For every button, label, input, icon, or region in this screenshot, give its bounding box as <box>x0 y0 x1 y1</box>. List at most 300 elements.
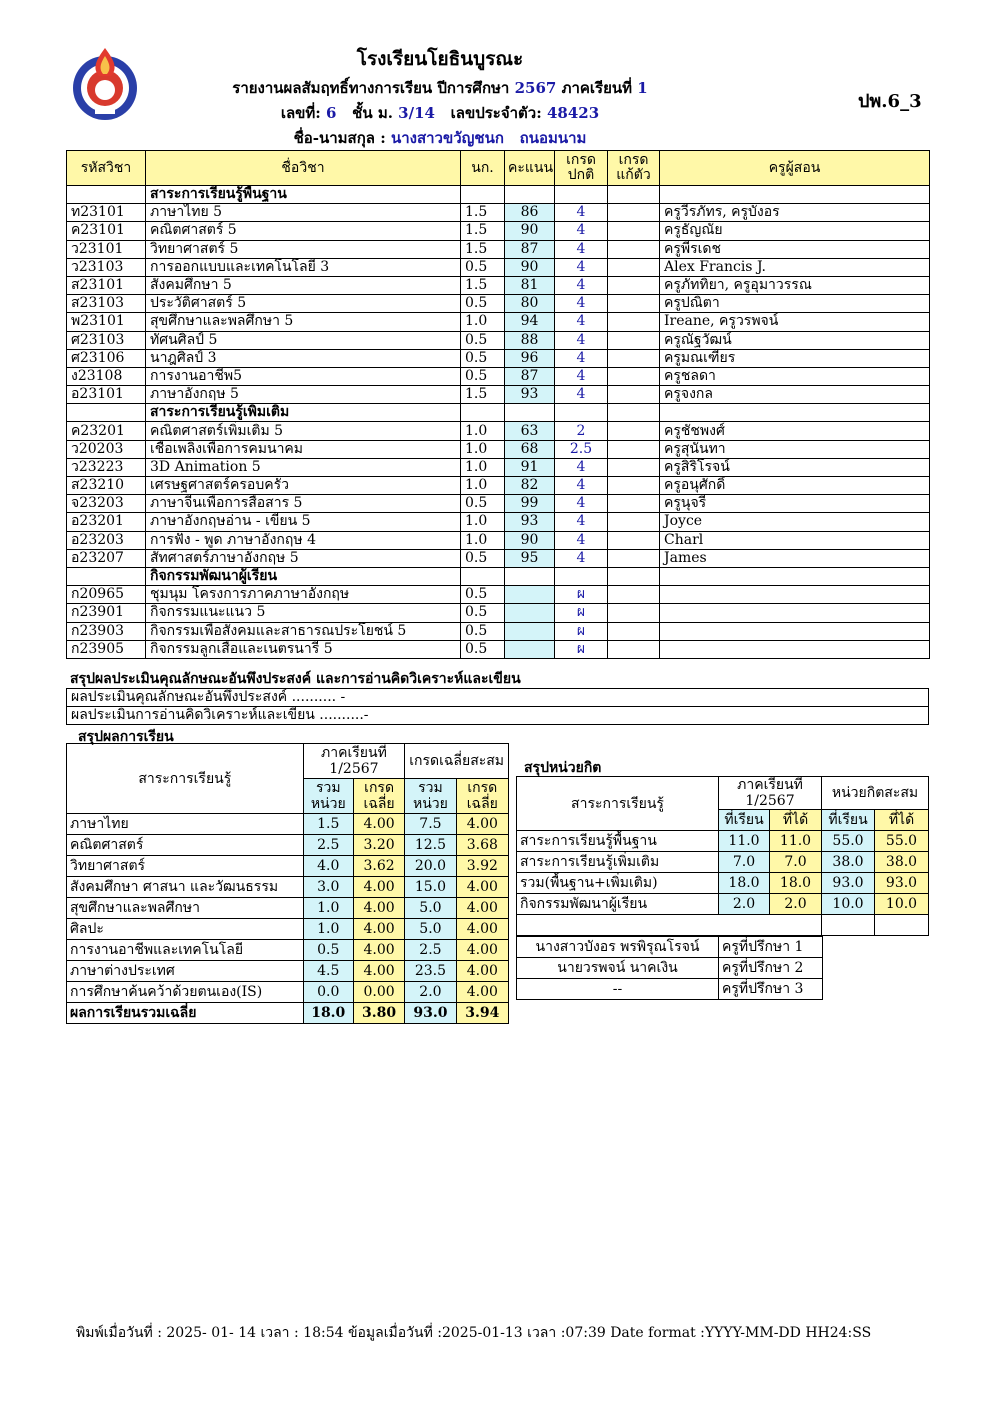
results-credit: 1.0 <box>303 919 353 940</box>
group-empty-cell <box>555 186 608 204</box>
subject-score: 80 <box>505 295 555 313</box>
subject-name: นาฎศิลป์ 3 <box>146 349 461 367</box>
subject-regrade <box>608 531 660 549</box>
credits-sub-got: ที่ได้ <box>770 810 822 831</box>
subject-name: คณิตศาสตร์ 5 <box>146 222 461 240</box>
subject-grade: ผ <box>555 604 608 622</box>
credits-got: 18.0 <box>770 873 822 894</box>
subject-teacher: Alex Francis J. <box>660 258 930 276</box>
group-empty-cell <box>461 404 505 422</box>
subject-score: 86 <box>505 204 555 222</box>
credits-blank-cell <box>770 915 822 936</box>
credits-title: สรุปหน่วยกิต <box>524 760 602 776</box>
subject-teacher: ครูธัญณัย <box>660 222 930 240</box>
subject-credit: 1.5 <box>461 240 505 258</box>
subject-name: เศรษฐศาสตร์ครอบครัว <box>146 477 461 495</box>
subject-name: ทัศนศิลป์ 5 <box>146 331 461 349</box>
subject-score: 95 <box>505 549 555 567</box>
subject-code: อ23203 <box>67 531 146 549</box>
advisor-role: ครูที่ปรึกษา 1 <box>719 937 823 958</box>
results-gpa: 0.00 <box>353 982 404 1003</box>
subject-score: 88 <box>505 331 555 349</box>
subject-credit: 1.5 <box>461 386 505 404</box>
credits-got-cum: 10.0 <box>875 894 929 915</box>
subject-row <box>67 586 930 604</box>
subject-row <box>67 640 930 658</box>
subject-code: ว23223 <box>67 458 146 476</box>
subject-code: ก23905 <box>67 640 146 658</box>
advisors-table <box>516 936 823 1000</box>
col-credit: นก. <box>461 151 505 186</box>
subject-code: ส23103 <box>67 295 146 313</box>
results-header-row <box>67 744 509 779</box>
subject-grade: 4 <box>555 240 608 258</box>
subject-regrade <box>608 604 660 622</box>
results-subject: คณิตศาสตร์ <box>67 835 304 856</box>
subject-teacher: ครูชัชพงศ์ <box>660 422 930 440</box>
subject-teacher <box>660 640 930 658</box>
subject-name: ภาษาอังกฤษอ่าน - เขียน 5 <box>146 513 461 531</box>
assessment-reading: ผลประเมินการอ่านคิดวิเคราะห์และเขียน ..........- <box>66 707 929 725</box>
results-subject: ภาษาต่างประเทศ <box>67 961 304 982</box>
credits-sub-got-cum: ที่ได้ <box>875 810 929 831</box>
subject-score: 87 <box>505 367 555 385</box>
grades-table <box>66 150 930 659</box>
subject-credit: 1.5 <box>461 204 505 222</box>
results-credit-cum: 7.5 <box>405 814 456 835</box>
subject-regrade <box>608 258 660 276</box>
subject-code: ว23103 <box>67 258 146 276</box>
subject-row <box>67 531 930 549</box>
results-total-credit: 18.0 <box>303 1003 353 1024</box>
subject-score: 81 <box>505 276 555 294</box>
student-info: เลขที่: 6 ชั้น ม. 3/14 เลขประจำตัว: 48423 <box>280 104 600 122</box>
subject-grade: 4 <box>555 204 608 222</box>
subject-credit: 1.0 <box>461 440 505 458</box>
report-title: รายงานผลสัมฤทธิ์ทางการเรียน ปีการศึกษา 2567 ภาคเรียนที่ 1 <box>232 79 648 97</box>
credits-subject: สาระการเรียนรู้เพิ่มเติม <box>517 852 719 873</box>
credits-study: 7.0 <box>719 852 770 873</box>
subject-regrade <box>608 331 660 349</box>
results-gpa-cum: 4.00 <box>456 961 508 982</box>
col-score: คะแนน <box>505 151 555 186</box>
results-sub-credit: รวมหน่วย <box>303 779 353 814</box>
results-row <box>67 898 509 919</box>
subject-score: 90 <box>505 531 555 549</box>
subject-name: ภาษาอังกฤษ 5 <box>146 386 461 404</box>
credits-study: 18.0 <box>719 873 770 894</box>
group-empty-cell <box>505 404 555 422</box>
group-empty-cell <box>505 186 555 204</box>
print-footer: พิมพ์เมื่อวันที่ : 2025- 01- 14 เวลา : 18:54 ข้อมูลเมื่อวันที่ :2025-01-13 เวลา :07:39 Date format :YYYY-MM-DD HH24:SS <box>76 1325 872 1341</box>
subject-row <box>67 258 930 276</box>
subject-row <box>67 240 930 258</box>
results-gpa-cum: 4.00 <box>456 898 508 919</box>
subject-credit: 0.5 <box>461 622 505 640</box>
group-code-cell <box>67 567 146 585</box>
results-gpa-cum: 4.00 <box>456 919 508 940</box>
subject-score: 63 <box>505 422 555 440</box>
subject-credit: 0.5 <box>461 640 505 658</box>
results-credit-cum: 5.0 <box>405 919 456 940</box>
group-empty-cell <box>660 404 930 422</box>
subject-code: อ23201 <box>67 513 146 531</box>
col-grade: เกรด ปกติ <box>555 151 608 186</box>
subject-grade: 4 <box>555 367 608 385</box>
subject-score: 96 <box>505 349 555 367</box>
assessment-characteristics: ผลประเมินคุณลักษณะอันพึงประสงค์ .......... - <box>66 688 929 707</box>
form-code: ปพ.6_3 <box>858 91 922 112</box>
subject-name: ภาษาจีนเพื่อการสื่อสาร 5 <box>146 495 461 513</box>
subject-name: ชุมนุม โครงการภาคภาษาอังกฤษ <box>146 586 461 604</box>
subject-name: การงานอาชีพ5 <box>146 367 461 385</box>
subject-regrade <box>608 477 660 495</box>
subject-score: 91 <box>505 458 555 476</box>
subject-teacher: ครูสุนันทา <box>660 440 930 458</box>
school-name: โรงเรียนโยธินบูรณะ <box>356 48 524 70</box>
subject-code: ก23903 <box>67 622 146 640</box>
subject-code: ส23101 <box>67 276 146 294</box>
subject-name: คณิตศาสตร์เพิ่มเติม 5 <box>146 422 461 440</box>
subject-code: อ23101 <box>67 386 146 404</box>
subject-credit: 0.5 <box>461 586 505 604</box>
credits-sub-study-cum: ที่เรียน <box>822 810 875 831</box>
credits-sub-study: ที่เรียน <box>719 810 770 831</box>
group-title: กิจกรรมพัฒนาผู้เรียน <box>146 567 461 585</box>
subject-teacher: Charl <box>660 531 930 549</box>
subject-code: ว23101 <box>67 240 146 258</box>
results-row <box>67 814 509 835</box>
results-credit-cum: 2.0 <box>405 982 456 1003</box>
subject-credit: 1.0 <box>461 458 505 476</box>
credits-got: 7.0 <box>770 852 822 873</box>
credits-row <box>517 894 929 915</box>
results-gpa: 3.20 <box>353 835 404 856</box>
subject-score: 90 <box>505 222 555 240</box>
subject-grade: ผ <box>555 586 608 604</box>
subject-teacher <box>660 604 930 622</box>
subject-credit: 1.0 <box>461 477 505 495</box>
credits-blank-row <box>517 915 929 936</box>
credits-study: 11.0 <box>719 831 770 852</box>
subject-teacher: Joyce <box>660 513 930 531</box>
results-row <box>67 940 509 961</box>
subject-code: ก20965 <box>67 586 146 604</box>
subject-regrade <box>608 586 660 604</box>
credits-col-semester: ภาคเรียนที่ 1/2567 <box>719 777 822 810</box>
subject-teacher: ครูจงกล <box>660 386 930 404</box>
results-gpa-cum: 3.92 <box>456 856 508 877</box>
subject-teacher <box>660 622 930 640</box>
subject-regrade <box>608 495 660 513</box>
subject-teacher <box>660 586 930 604</box>
subject-grade: 2.5 <box>555 440 608 458</box>
credits-study: 2.0 <box>719 894 770 915</box>
subject-grade: 4 <box>555 495 608 513</box>
col-subject: ชื่อวิชา <box>146 151 461 186</box>
subject-grade: 4 <box>555 386 608 404</box>
subject-grade: ผ <box>555 622 608 640</box>
group-title: สาระการเรียนรู้เพิ่มเติม <box>146 404 461 422</box>
subject-row <box>67 622 930 640</box>
subject-credit: 0.5 <box>461 349 505 367</box>
advisor-role: ครูที่ปรึกษา 2 <box>719 958 823 979</box>
subject-credit: 1.0 <box>461 513 505 531</box>
results-total-row <box>67 1003 509 1024</box>
group-empty-cell <box>608 186 660 204</box>
col-code: รหัสวิชา <box>67 151 146 186</box>
results-gpa-cum: 4.00 <box>456 877 508 898</box>
subject-regrade <box>608 458 660 476</box>
results-subject: วิทยาศาสตร์ <box>67 856 304 877</box>
credits-got-cum: 38.0 <box>875 852 929 873</box>
student-name: ชื่อ-นามสกุล : นางสาวขวัญชนก ถนอมนาม <box>293 129 587 147</box>
subject-row <box>67 549 930 567</box>
subject-score: 82 <box>505 477 555 495</box>
advisor-role: ครูที่ปรึกษา 3 <box>719 979 823 1000</box>
credits-subject: สาระการเรียนรู้พื้นฐาน <box>517 831 719 852</box>
results-gpa: 4.00 <box>353 919 404 940</box>
results-credit-cum: 20.0 <box>405 856 456 877</box>
subject-teacher: ครูมณเฑียร <box>660 349 930 367</box>
results-credit-cum: 2.5 <box>405 940 456 961</box>
subject-credit: 1.0 <box>461 313 505 331</box>
subject-credit: 0.5 <box>461 258 505 276</box>
subject-credit: 1.0 <box>461 531 505 549</box>
results-credit: 3.0 <box>303 877 353 898</box>
subject-code: ค23101 <box>67 222 146 240</box>
credits-got-cum: 55.0 <box>875 831 929 852</box>
subject-row <box>67 440 930 458</box>
results-credit: 1.0 <box>303 898 353 919</box>
subject-row <box>67 331 930 349</box>
subject-score <box>505 622 555 640</box>
credits-study-cum: 10.0 <box>822 894 875 915</box>
group-empty-cell <box>555 567 608 585</box>
advisor-name: -- <box>517 979 719 1000</box>
credits-header-row <box>517 777 929 810</box>
results-row <box>67 835 509 856</box>
subject-teacher: ครูวีรภัทร, ครูบังอร <box>660 204 930 222</box>
results-credit: 4.5 <box>303 961 353 982</box>
results-gpa: 4.00 <box>353 940 404 961</box>
subject-code: จ23203 <box>67 495 146 513</box>
results-sub-credit-cum: รวมหน่วย <box>405 779 456 814</box>
subject-code: ค23201 <box>67 422 146 440</box>
credits-blank-cell <box>517 915 719 936</box>
credits-col-cumulative: หน่วยกิตสะสม <box>822 777 929 810</box>
subject-regrade <box>608 422 660 440</box>
subject-teacher: Ireane, ครูวรพจน์ <box>660 313 930 331</box>
group-code-cell <box>67 186 146 204</box>
subject-grade: 4 <box>555 477 608 495</box>
advisor-row <box>517 979 823 1000</box>
subject-score <box>505 586 555 604</box>
subject-grade: 4 <box>555 331 608 349</box>
group-empty-cell <box>505 567 555 585</box>
subject-teacher: ครูชลดา <box>660 367 930 385</box>
group-empty-cell <box>660 186 930 204</box>
subject-grade: 4 <box>555 258 608 276</box>
results-col-subject: สาระการเรียนรู้ <box>67 744 304 814</box>
credits-row <box>517 831 929 852</box>
subject-grade: 4 <box>555 349 608 367</box>
subject-name: กิจกรรมเพื่อสังคมและสาธารณประโยชน์ 5 <box>146 622 461 640</box>
group-row <box>67 567 930 585</box>
subject-teacher: ครูณัฐวัฒน์ <box>660 331 930 349</box>
results-credit: 1.5 <box>303 814 353 835</box>
subject-grade: 4 <box>555 313 608 331</box>
subject-regrade <box>608 549 660 567</box>
group-empty-cell <box>608 404 660 422</box>
results-gpa: 4.00 <box>353 961 404 982</box>
credits-table <box>516 776 929 936</box>
subject-row <box>67 477 930 495</box>
subject-name: วิทยาศาสตร์ 5 <box>146 240 461 258</box>
subject-grade: 4 <box>555 276 608 294</box>
subject-teacher: ครูภัททิยา, ครูอุมาวรรณ <box>660 276 930 294</box>
subject-credit: 0.5 <box>461 604 505 622</box>
subject-score: 94 <box>505 313 555 331</box>
advisor-row <box>517 937 823 958</box>
subject-code: ก23901 <box>67 604 146 622</box>
results-sub-gpa: เกรดเฉลี่ย <box>353 779 404 814</box>
group-row <box>67 404 930 422</box>
group-empty-cell <box>660 567 930 585</box>
credits-blank-cell <box>719 915 770 936</box>
results-gpa: 3.62 <box>353 856 404 877</box>
credits-got-cum: 93.0 <box>875 873 929 894</box>
results-subject: ภาษาไทย <box>67 814 304 835</box>
subject-regrade <box>608 240 660 258</box>
subject-teacher: ครูสิริโรจน์ <box>660 458 930 476</box>
credits-subject: กิจกรรมพัฒนาผู้เรียน <box>517 894 719 915</box>
subject-name: กิจกรรมแนะแนว 5 <box>146 604 461 622</box>
subject-regrade <box>608 204 660 222</box>
subject-row <box>67 276 930 294</box>
subject-grade: 2 <box>555 422 608 440</box>
subject-row <box>67 386 930 404</box>
subject-name: การออกแบบและเทคโนโลยี 3 <box>146 258 461 276</box>
subject-grade: 4 <box>555 513 608 531</box>
credits-got: 2.0 <box>770 894 822 915</box>
subject-regrade <box>608 622 660 640</box>
subject-grade: 4 <box>555 295 608 313</box>
results-title: สรุปผลการเรียน <box>78 729 174 745</box>
subject-teacher: ครูนุจรี <box>660 495 930 513</box>
subject-regrade <box>608 386 660 404</box>
results-credit-cum: 12.5 <box>405 835 456 856</box>
subject-name: ประวัติศาสตร์ 5 <box>146 295 461 313</box>
group-empty-cell <box>461 186 505 204</box>
subject-credit: 0.5 <box>461 367 505 385</box>
results-total-gpa: 3.80 <box>353 1003 404 1024</box>
subject-score <box>505 640 555 658</box>
group-code-cell <box>67 404 146 422</box>
credits-col-subject: สาระการเรียนรู้ <box>517 777 719 831</box>
subject-grade: 4 <box>555 549 608 567</box>
subject-teacher: James <box>660 549 930 567</box>
subject-name: ภาษาไทย 5 <box>146 204 461 222</box>
credits-got: 11.0 <box>770 831 822 852</box>
subject-regrade <box>608 440 660 458</box>
group-empty-cell <box>608 567 660 585</box>
results-credit: 0.0 <box>303 982 353 1003</box>
results-col-semester: ภาคเรียนที่ 1/2567 <box>303 744 405 779</box>
subject-code: ง23108 <box>67 367 146 385</box>
subject-regrade <box>608 513 660 531</box>
subject-row <box>67 313 930 331</box>
results-credit-cum: 23.5 <box>405 961 456 982</box>
subject-score: 99 <box>505 495 555 513</box>
results-table <box>66 743 509 1024</box>
subject-row <box>67 495 930 513</box>
group-title: สาระการเรียนรู้พื้นฐาน <box>146 186 461 204</box>
subject-row <box>67 513 930 531</box>
subject-score: 93 <box>505 513 555 531</box>
subject-regrade <box>608 276 660 294</box>
subject-code: ว20203 <box>67 440 146 458</box>
results-credit-cum: 5.0 <box>405 898 456 919</box>
group-empty-cell <box>461 567 505 585</box>
subject-code: ส23210 <box>67 477 146 495</box>
subject-code: พ23101 <box>67 313 146 331</box>
subject-grade: ผ <box>555 640 608 658</box>
results-subject: การงานอาชีพและเทคโนโลยี <box>67 940 304 961</box>
subject-credit: 1.5 <box>461 222 505 240</box>
results-row <box>67 877 509 898</box>
credits-subject: รวม(พื้นฐาน+เพิ่มเติม) <box>517 873 719 894</box>
subject-grade: 4 <box>555 458 608 476</box>
results-credit: 2.5 <box>303 835 353 856</box>
subject-row <box>67 604 930 622</box>
results-credit: 4.0 <box>303 856 353 877</box>
subject-regrade <box>608 349 660 367</box>
subject-teacher: ครูอนุศักดิ์ <box>660 477 930 495</box>
col-regrade: เกรด แก้ตัว <box>608 151 660 186</box>
results-gpa: 4.00 <box>353 814 404 835</box>
results-col-cumulative: เกรดเฉลี่ยสะสม <box>405 744 509 779</box>
subject-grade: 4 <box>555 222 608 240</box>
subject-name: กิจกรรมลูกเสือและเนตรนารี 5 <box>146 640 461 658</box>
results-subject: การศึกษาค้นคว้าด้วยตนเอง(IS) <box>67 982 304 1003</box>
subject-credit: 1.5 <box>461 276 505 294</box>
subject-teacher: ครูพีรเดช <box>660 240 930 258</box>
subject-row <box>67 204 930 222</box>
assessment-title: สรุปผลประเมินคุณลักษณะอันพึงประสงค์ และการอ่านคิดวิเคราะห์และเขียน <box>70 671 521 687</box>
subject-row <box>67 222 930 240</box>
credits-study-cum: 55.0 <box>822 831 875 852</box>
subject-name: การฟัง - พูด ภาษาอังกฤษ 4 <box>146 531 461 549</box>
subject-regrade <box>608 313 660 331</box>
grades-header-row <box>67 151 930 186</box>
credits-row <box>517 873 929 894</box>
results-subject: ศิลปะ <box>67 919 304 940</box>
results-row <box>67 856 509 877</box>
subject-name: เชื้อเพลิงเพื่อการคมนาคม <box>146 440 461 458</box>
col-teacher: ครูผู้สอน <box>660 151 930 186</box>
subject-name: สัทศาสตร์ภาษาอังกฤษ 5 <box>146 549 461 567</box>
subject-code: ศ23103 <box>67 331 146 349</box>
subject-credit: 0.5 <box>461 331 505 349</box>
subject-regrade <box>608 640 660 658</box>
results-gpa-cum: 4.00 <box>456 814 508 835</box>
credits-blank-cell <box>875 915 929 936</box>
subject-score: 87 <box>505 240 555 258</box>
results-total-gpa-cum: 3.94 <box>456 1003 508 1024</box>
results-gpa: 4.00 <box>353 898 404 919</box>
subject-score: 68 <box>505 440 555 458</box>
